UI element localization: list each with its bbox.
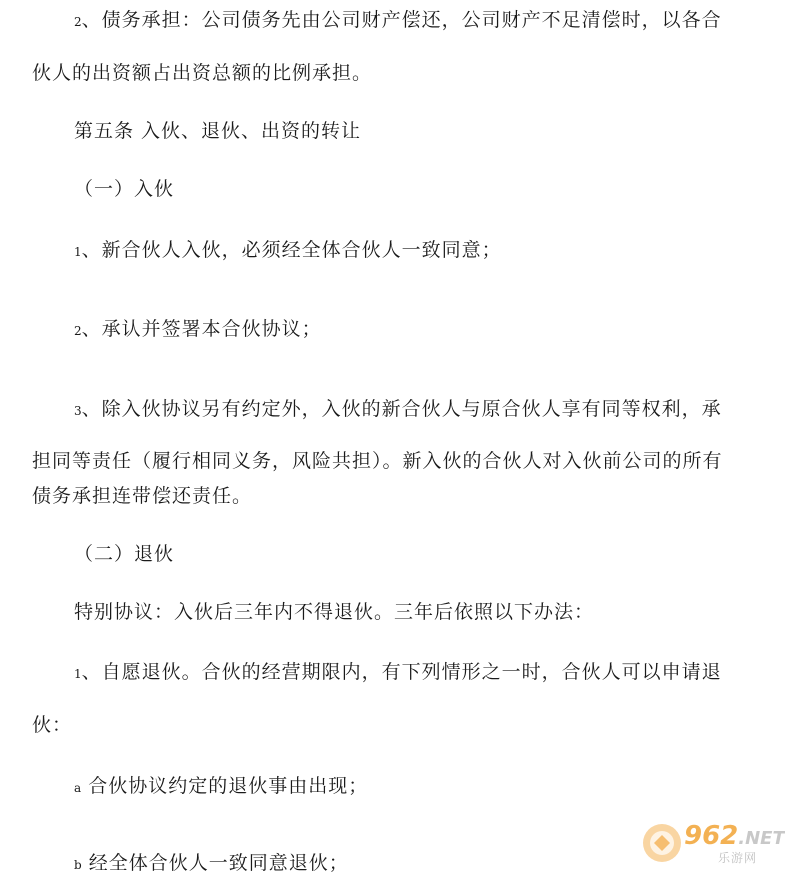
item-number: 1: [74, 667, 82, 681]
line-text: 第五条 入伙、退伙、出资的转让: [74, 120, 362, 142]
section-heading: [74, 177, 174, 201]
item-letter: b: [74, 858, 82, 872]
line-text: 伙人的出资额占出资总额的比例承担。: [32, 62, 373, 84]
line-text: 、自愿退伙。合伙的经营期限内，有下列情形之一时，合伙人可以申请退: [81, 661, 722, 683]
paragraph-line: [32, 713, 72, 737]
line-text: 合伙协议约定的退伙事由出现；: [81, 775, 369, 797]
paragraph-line: [32, 484, 252, 508]
watermark-brand: 962.NET: [684, 821, 785, 851]
watermark-subtitle: 乐游网: [718, 851, 758, 865]
paragraph-line: [32, 61, 372, 85]
paragraph-line: [74, 660, 722, 686]
line-text: 、除入伙协议另有约定外，入伙的新合伙人与原合伙人享有同等权利，承: [81, 398, 722, 420]
line-text: 、债务承担：公司债务先由公司财产偿还，公司财产不足清偿时，以各合: [81, 9, 722, 31]
paragraph-line: [74, 774, 368, 800]
paragraph-line: [74, 317, 322, 343]
item-number: 2: [74, 15, 82, 29]
paragraph-line: [74, 397, 722, 423]
article-heading: [74, 119, 361, 143]
paragraph-line: [32, 449, 723, 473]
paragraph-line: [74, 851, 349, 877]
item-number: 3: [74, 404, 82, 418]
paragraph-line: [74, 238, 502, 264]
line-text: 担同等责任（履行相同义务，风险共担）。新入伙的合伙人对入伙前公司的所有: [32, 450, 723, 472]
section-heading: [74, 542, 174, 566]
item-letter: a: [74, 781, 82, 795]
line-text: 、新合伙人入伙，必须经全体合伙人一致同意；: [81, 239, 502, 261]
line-text: 特别协议：入伙后三年内不得退伙。三年后依照以下办法：: [74, 601, 595, 623]
line-text: 债务承担连带偿还责任。: [32, 485, 253, 507]
watermark-logo-icon: [640, 821, 684, 865]
line-text: （一）入伙: [74, 178, 175, 200]
line-text: 经全体合伙人一致同意退伙；: [81, 852, 349, 874]
item-number: 2: [74, 324, 82, 338]
line-text: 伙：: [32, 714, 73, 736]
line-text: 、承认并签署本合伙协议；: [81, 318, 322, 340]
line-text: （二）退伙: [74, 543, 175, 565]
paragraph-line: [74, 600, 594, 624]
paragraph-line: [74, 8, 722, 34]
item-number: 1: [74, 245, 82, 259]
site-watermark: [640, 821, 785, 865]
